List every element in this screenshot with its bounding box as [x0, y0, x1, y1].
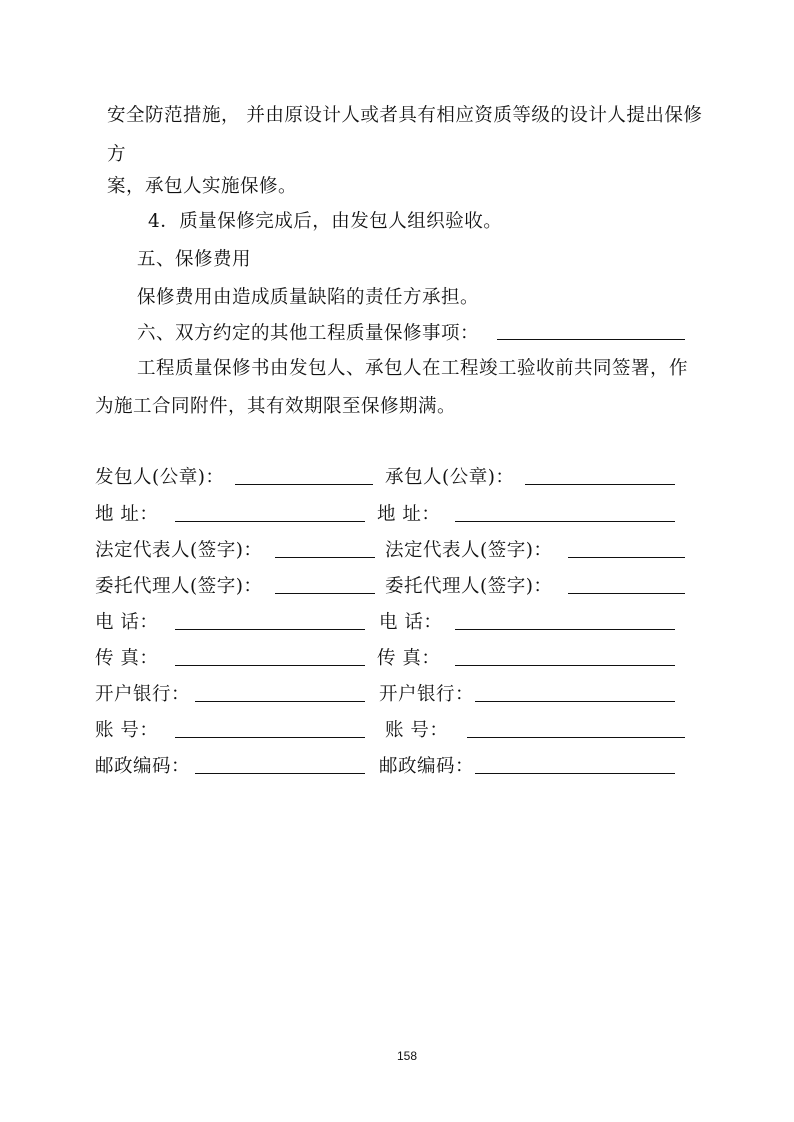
item-4: 4．质量保修完成后，由发包人组织验收。 [148, 211, 503, 232]
left-address-blank[interactable] [175, 521, 365, 522]
left-postcode-blank[interactable] [195, 773, 365, 774]
left-account-label: 账 号： [95, 720, 159, 741]
left-phone-label: 电 话： [95, 612, 159, 633]
left-fax-label: 传 真： [95, 648, 159, 669]
left-fax-blank[interactable] [175, 665, 365, 666]
closing-line-2: 为施工合同附件，其有效期限至保修期满。 [95, 396, 457, 417]
right-phone-label: 电 话： [379, 612, 443, 633]
right-address-blank[interactable] [455, 521, 675, 522]
page-number: 158 [397, 1049, 418, 1063]
section-5-heading: 五、保修费用 [137, 249, 252, 270]
left-phone-blank[interactable] [175, 629, 365, 630]
left-postcode-label: 邮政编码： [95, 756, 191, 777]
right-agent-label: 委托代理人(签字)： [385, 576, 553, 597]
left-agent-label: 委托代理人(签字)： [95, 576, 263, 597]
left-account-blank[interactable] [175, 737, 365, 738]
section-5-text: 保修费用由造成质量缺陷的责任方承担。 [137, 287, 480, 308]
left-party-label: 发包人(公章)： [95, 467, 225, 488]
right-legal-rep-blank[interactable] [568, 557, 685, 558]
section-6-blank-line[interactable] [497, 339, 685, 340]
left-bank-blank[interactable] [195, 701, 365, 702]
right-agent-blank[interactable] [568, 593, 685, 594]
right-postcode-blank[interactable] [475, 773, 675, 774]
right-phone-blank[interactable] [455, 629, 675, 630]
right-address-label: 地 址： [377, 504, 441, 525]
right-bank-label: 开户银行： [379, 684, 475, 705]
right-party-label: 承包人(公章)： [385, 467, 515, 488]
left-bank-label: 开户银行： [95, 684, 191, 705]
body-line-3: 案，承包人实施保修。 [107, 176, 298, 197]
closing-line-1: 工程质量保修书由发包人、承包人在工程竣工验收前共同签署，作 [137, 358, 689, 379]
right-fax-blank[interactable] [455, 665, 675, 666]
right-bank-blank[interactable] [475, 701, 675, 702]
left-party-blank[interactable] [235, 484, 373, 485]
right-legal-rep-label: 法定代表人(签字)： [385, 540, 553, 561]
left-agent-blank[interactable] [275, 593, 375, 594]
body-line-2: 方 [107, 144, 127, 165]
left-legal-rep-label: 法定代表人(签字)： [95, 540, 263, 561]
body-line-1: 安全防范措施， 并由原设计人或者具有相应资质等级的设计人提出保修 [107, 105, 703, 126]
right-postcode-label: 邮政编码： [379, 756, 475, 777]
right-fax-label: 传 真： [377, 648, 441, 669]
left-legal-rep-blank[interactable] [275, 557, 375, 558]
right-account-label: 账 号： [385, 720, 449, 741]
section-6-heading: 六、双方约定的其他工程质量保修事项： [137, 323, 480, 344]
left-address-label: 地 址： [95, 504, 159, 525]
right-account-blank[interactable] [467, 737, 685, 738]
right-party-blank[interactable] [525, 484, 675, 485]
